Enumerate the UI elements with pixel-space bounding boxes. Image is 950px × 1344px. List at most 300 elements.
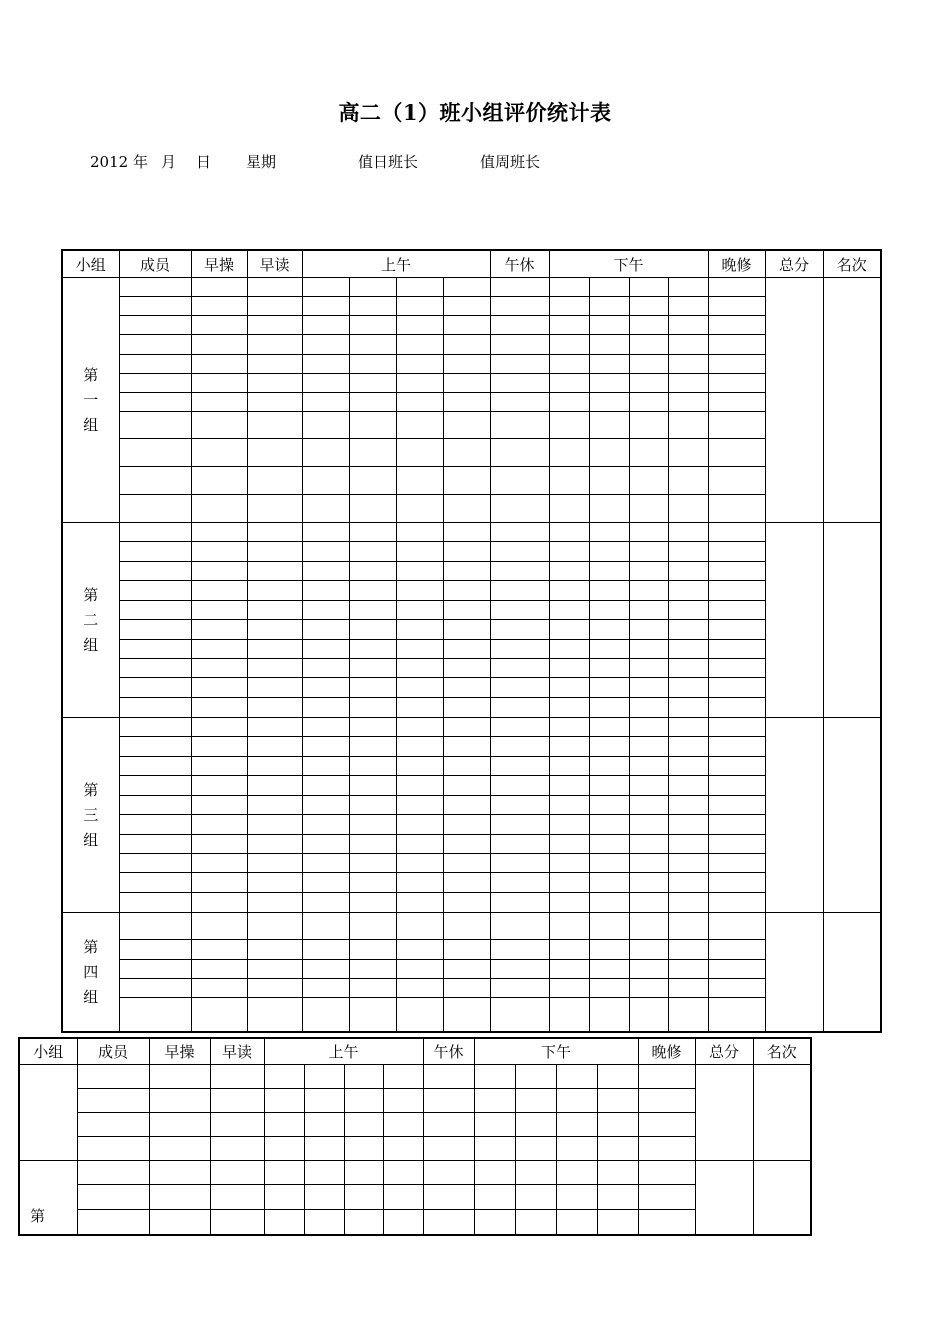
- score-cell[interactable]: [191, 495, 247, 523]
- score-cell[interactable]: [549, 640, 589, 659]
- score-cell[interactable]: [638, 1065, 695, 1089]
- score-cell[interactable]: [443, 940, 490, 960]
- score-cell[interactable]: [638, 1089, 695, 1113]
- score-cell[interactable]: [708, 335, 765, 355]
- score-cell[interactable]: [668, 523, 708, 542]
- score-cell[interactable]: [349, 355, 396, 374]
- score-cell[interactable]: [349, 335, 396, 355]
- score-cell[interactable]: [349, 374, 396, 393]
- score-cell[interactable]: [638, 1137, 695, 1161]
- score-cell[interactable]: [668, 355, 708, 374]
- score-cell[interactable]: [708, 835, 765, 854]
- score-cell[interactable]: [589, 542, 629, 562]
- score-cell[interactable]: [302, 815, 349, 835]
- score-cell[interactable]: [349, 998, 396, 1033]
- score-cell[interactable]: [443, 718, 490, 737]
- score-cell[interactable]: [708, 467, 765, 495]
- member-cell[interactable]: [119, 776, 191, 796]
- score-cell[interactable]: [302, 439, 349, 467]
- score-cell[interactable]: [668, 620, 708, 640]
- score-cell[interactable]: [383, 1161, 423, 1185]
- score-cell[interactable]: [443, 873, 490, 893]
- score-cell[interactable]: [302, 757, 349, 776]
- member-cell[interactable]: [119, 796, 191, 815]
- score-cell[interactable]: [708, 913, 765, 940]
- score-cell[interactable]: [349, 659, 396, 678]
- score-cell[interactable]: [304, 1065, 344, 1089]
- score-cell[interactable]: [490, 873, 549, 893]
- score-cell[interactable]: [191, 316, 247, 335]
- score-cell[interactable]: [396, 542, 443, 562]
- score-cell[interactable]: [349, 835, 396, 854]
- score-cell[interactable]: [589, 393, 629, 412]
- score-cell[interactable]: [264, 1210, 304, 1236]
- member-cell[interactable]: [119, 737, 191, 757]
- score-cell[interactable]: [668, 412, 708, 439]
- score-cell[interactable]: [490, 412, 549, 439]
- score-cell[interactable]: [638, 1161, 695, 1185]
- score-cell[interactable]: [668, 960, 708, 979]
- score-cell[interactable]: [349, 698, 396, 718]
- score-cell[interactable]: [349, 979, 396, 998]
- score-cell[interactable]: [549, 562, 589, 581]
- score-cell[interactable]: [396, 374, 443, 393]
- score-cell[interactable]: [191, 562, 247, 581]
- score-cell[interactable]: [708, 562, 765, 581]
- score-cell[interactable]: [396, 998, 443, 1033]
- score-cell[interactable]: [191, 718, 247, 737]
- score-cell[interactable]: [210, 1185, 264, 1210]
- score-cell[interactable]: [597, 1210, 638, 1236]
- score-cell[interactable]: [629, 601, 668, 620]
- score-cell[interactable]: [302, 893, 349, 913]
- score-cell[interactable]: [210, 1137, 264, 1161]
- score-cell[interactable]: [443, 776, 490, 796]
- score-cell[interactable]: [247, 659, 302, 678]
- score-cell[interactable]: [708, 796, 765, 815]
- score-cell[interactable]: [708, 737, 765, 757]
- score-cell[interactable]: [629, 542, 668, 562]
- member-cell[interactable]: [119, 393, 191, 412]
- score-cell[interactable]: [589, 737, 629, 757]
- member-cell[interactable]: [119, 495, 191, 523]
- score-cell[interactable]: [423, 1089, 474, 1113]
- score-cell[interactable]: [423, 1185, 474, 1210]
- score-cell[interactable]: [349, 960, 396, 979]
- score-cell[interactable]: [629, 940, 668, 960]
- score-cell[interactable]: [396, 640, 443, 659]
- score-cell[interactable]: [191, 835, 247, 854]
- score-cell[interactable]: [191, 776, 247, 796]
- score-cell[interactable]: [629, 562, 668, 581]
- score-cell[interactable]: [302, 913, 349, 940]
- score-cell[interactable]: [668, 796, 708, 815]
- member-cell[interactable]: [119, 998, 191, 1033]
- score-cell[interactable]: [247, 873, 302, 893]
- score-cell[interactable]: [443, 913, 490, 940]
- member-cell[interactable]: [119, 835, 191, 854]
- score-cell[interactable]: [191, 737, 247, 757]
- score-cell[interactable]: [247, 893, 302, 913]
- group-total-cell[interactable]: [765, 718, 823, 913]
- score-cell[interactable]: [708, 439, 765, 467]
- score-cell[interactable]: [396, 601, 443, 620]
- score-cell[interactable]: [668, 374, 708, 393]
- score-cell[interactable]: [247, 776, 302, 796]
- score-cell[interactable]: [443, 495, 490, 523]
- score-cell[interactable]: [247, 913, 302, 940]
- score-cell[interactable]: [349, 393, 396, 412]
- score-cell[interactable]: [629, 796, 668, 815]
- score-cell[interactable]: [247, 542, 302, 562]
- member-cell[interactable]: [119, 562, 191, 581]
- score-cell[interactable]: [668, 998, 708, 1033]
- score-cell[interactable]: [597, 1113, 638, 1137]
- score-cell[interactable]: [708, 601, 765, 620]
- score-cell[interactable]: [515, 1210, 556, 1236]
- score-cell[interactable]: [490, 718, 549, 737]
- member-cell[interactable]: [119, 278, 191, 297]
- score-cell[interactable]: [549, 835, 589, 854]
- score-cell[interactable]: [247, 297, 302, 316]
- score-cell[interactable]: [515, 1137, 556, 1161]
- score-cell[interactable]: [191, 467, 247, 495]
- score-cell[interactable]: [490, 562, 549, 581]
- score-cell[interactable]: [549, 542, 589, 562]
- score-cell[interactable]: [349, 913, 396, 940]
- score-cell[interactable]: [247, 757, 302, 776]
- score-cell[interactable]: [302, 542, 349, 562]
- member-cell[interactable]: [77, 1210, 149, 1236]
- score-cell[interactable]: [629, 297, 668, 316]
- score-cell[interactable]: [708, 979, 765, 998]
- score-cell[interactable]: [629, 620, 668, 640]
- score-cell[interactable]: [349, 467, 396, 495]
- score-cell[interactable]: [304, 1089, 344, 1113]
- score-cell[interactable]: [629, 374, 668, 393]
- score-cell[interactable]: [443, 467, 490, 495]
- score-cell[interactable]: [443, 335, 490, 355]
- member-cell[interactable]: [119, 355, 191, 374]
- score-cell[interactable]: [302, 620, 349, 640]
- score-cell[interactable]: [302, 355, 349, 374]
- score-cell[interactable]: [443, 893, 490, 913]
- score-cell[interactable]: [556, 1137, 597, 1161]
- score-cell[interactable]: [349, 796, 396, 815]
- score-cell[interactable]: [668, 297, 708, 316]
- score-cell[interactable]: [474, 1161, 515, 1185]
- score-cell[interactable]: [247, 335, 302, 355]
- score-cell[interactable]: [443, 278, 490, 297]
- score-cell[interactable]: [589, 835, 629, 854]
- score-cell[interactable]: [443, 796, 490, 815]
- score-cell[interactable]: [443, 835, 490, 854]
- score-cell[interactable]: [589, 960, 629, 979]
- score-cell[interactable]: [302, 523, 349, 542]
- score-cell[interactable]: [349, 412, 396, 439]
- score-cell[interactable]: [383, 1065, 423, 1089]
- score-cell[interactable]: [191, 542, 247, 562]
- score-cell[interactable]: [515, 1161, 556, 1185]
- score-cell[interactable]: [302, 873, 349, 893]
- score-cell[interactable]: [191, 913, 247, 940]
- member-cell[interactable]: [77, 1089, 149, 1113]
- score-cell[interactable]: [549, 854, 589, 873]
- score-cell[interactable]: [344, 1089, 383, 1113]
- score-cell[interactable]: [629, 467, 668, 495]
- score-cell[interactable]: [349, 542, 396, 562]
- score-cell[interactable]: [264, 1161, 304, 1185]
- score-cell[interactable]: [349, 873, 396, 893]
- score-cell[interactable]: [629, 698, 668, 718]
- score-cell[interactable]: [302, 854, 349, 873]
- score-cell[interactable]: [629, 355, 668, 374]
- score-cell[interactable]: [247, 278, 302, 297]
- score-cell[interactable]: [549, 893, 589, 913]
- member-cell[interactable]: [119, 854, 191, 873]
- score-cell[interactable]: [668, 439, 708, 467]
- score-cell[interactable]: [490, 659, 549, 678]
- score-cell[interactable]: [549, 659, 589, 678]
- score-cell[interactable]: [349, 601, 396, 620]
- score-cell[interactable]: [589, 620, 629, 640]
- score-cell[interactable]: [708, 960, 765, 979]
- score-cell[interactable]: [668, 601, 708, 620]
- score-cell[interactable]: [556, 1089, 597, 1113]
- score-cell[interactable]: [668, 316, 708, 335]
- score-cell[interactable]: [549, 718, 589, 737]
- score-cell[interactable]: [597, 1185, 638, 1210]
- score-cell[interactable]: [556, 1065, 597, 1089]
- score-cell[interactable]: [247, 718, 302, 737]
- score-cell[interactable]: [708, 640, 765, 659]
- score-cell[interactable]: [668, 815, 708, 835]
- score-cell[interactable]: [638, 1185, 695, 1210]
- score-cell[interactable]: [149, 1210, 210, 1236]
- score-cell[interactable]: [708, 698, 765, 718]
- score-cell[interactable]: [629, 412, 668, 439]
- score-cell[interactable]: [302, 998, 349, 1033]
- score-cell[interactable]: [589, 698, 629, 718]
- score-cell[interactable]: [629, 893, 668, 913]
- score-cell[interactable]: [629, 718, 668, 737]
- score-cell[interactable]: [191, 757, 247, 776]
- score-cell[interactable]: [589, 854, 629, 873]
- score-cell[interactable]: [247, 393, 302, 412]
- score-cell[interactable]: [668, 581, 708, 601]
- score-cell[interactable]: [349, 815, 396, 835]
- score-cell[interactable]: [304, 1137, 344, 1161]
- score-cell[interactable]: [247, 940, 302, 960]
- score-cell[interactable]: [191, 893, 247, 913]
- score-cell[interactable]: [490, 355, 549, 374]
- score-cell[interactable]: [396, 835, 443, 854]
- score-cell[interactable]: [443, 737, 490, 757]
- score-cell[interactable]: [191, 393, 247, 412]
- group-rank-cell[interactable]: [823, 523, 881, 718]
- member-cell[interactable]: [119, 659, 191, 678]
- score-cell[interactable]: [443, 698, 490, 718]
- score-cell[interactable]: [349, 278, 396, 297]
- score-cell[interactable]: [708, 757, 765, 776]
- member-cell[interactable]: [77, 1185, 149, 1210]
- score-cell[interactable]: [349, 678, 396, 698]
- score-cell[interactable]: [302, 960, 349, 979]
- score-cell[interactable]: [668, 562, 708, 581]
- score-cell[interactable]: [302, 467, 349, 495]
- score-cell[interactable]: [490, 913, 549, 940]
- score-cell[interactable]: [549, 393, 589, 412]
- score-cell[interactable]: [396, 581, 443, 601]
- score-cell[interactable]: [589, 998, 629, 1033]
- score-cell[interactable]: [549, 960, 589, 979]
- score-cell[interactable]: [149, 1065, 210, 1089]
- score-cell[interactable]: [302, 835, 349, 854]
- score-cell[interactable]: [396, 620, 443, 640]
- score-cell[interactable]: [443, 393, 490, 412]
- score-cell[interactable]: [708, 815, 765, 835]
- score-cell[interactable]: [423, 1161, 474, 1185]
- score-cell[interactable]: [191, 698, 247, 718]
- group-rank-cell[interactable]: [753, 1065, 811, 1161]
- score-cell[interactable]: [247, 698, 302, 718]
- score-cell[interactable]: [629, 998, 668, 1033]
- score-cell[interactable]: [304, 1113, 344, 1137]
- score-cell[interactable]: [247, 374, 302, 393]
- score-cell[interactable]: [396, 439, 443, 467]
- score-cell[interactable]: [668, 913, 708, 940]
- score-cell[interactable]: [443, 659, 490, 678]
- member-cell[interactable]: [119, 815, 191, 835]
- group-total-cell[interactable]: [695, 1161, 753, 1236]
- score-cell[interactable]: [396, 659, 443, 678]
- score-cell[interactable]: [302, 278, 349, 297]
- score-cell[interactable]: [708, 374, 765, 393]
- score-cell[interactable]: [474, 1089, 515, 1113]
- score-cell[interactable]: [490, 854, 549, 873]
- score-cell[interactable]: [629, 335, 668, 355]
- score-cell[interactable]: [264, 1185, 304, 1210]
- score-cell[interactable]: [589, 495, 629, 523]
- score-cell[interactable]: [396, 873, 443, 893]
- score-cell[interactable]: [708, 412, 765, 439]
- score-cell[interactable]: [247, 737, 302, 757]
- score-cell[interactable]: [490, 815, 549, 835]
- score-cell[interactable]: [708, 893, 765, 913]
- score-cell[interactable]: [443, 316, 490, 335]
- score-cell[interactable]: [264, 1137, 304, 1161]
- score-cell[interactable]: [349, 757, 396, 776]
- score-cell[interactable]: [443, 601, 490, 620]
- score-cell[interactable]: [396, 335, 443, 355]
- score-cell[interactable]: [629, 913, 668, 940]
- score-cell[interactable]: [474, 1137, 515, 1161]
- score-cell[interactable]: [549, 316, 589, 335]
- score-cell[interactable]: [396, 757, 443, 776]
- score-cell[interactable]: [668, 698, 708, 718]
- score-cell[interactable]: [549, 581, 589, 601]
- score-cell[interactable]: [668, 835, 708, 854]
- score-cell[interactable]: [490, 374, 549, 393]
- score-cell[interactable]: [708, 523, 765, 542]
- score-cell[interactable]: [629, 439, 668, 467]
- score-cell[interactable]: [247, 640, 302, 659]
- score-cell[interactable]: [191, 601, 247, 620]
- score-cell[interactable]: [247, 467, 302, 495]
- score-cell[interactable]: [210, 1065, 264, 1089]
- score-cell[interactable]: [549, 698, 589, 718]
- member-cell[interactable]: [119, 581, 191, 601]
- member-cell[interactable]: [119, 757, 191, 776]
- score-cell[interactable]: [589, 467, 629, 495]
- score-cell[interactable]: [443, 979, 490, 998]
- score-cell[interactable]: [349, 940, 396, 960]
- score-cell[interactable]: [344, 1161, 383, 1185]
- score-cell[interactable]: [247, 815, 302, 835]
- score-cell[interactable]: [443, 412, 490, 439]
- score-cell[interactable]: [629, 393, 668, 412]
- score-cell[interactable]: [708, 620, 765, 640]
- score-cell[interactable]: [247, 796, 302, 815]
- score-cell[interactable]: [589, 678, 629, 698]
- score-cell[interactable]: [629, 960, 668, 979]
- group-total-cell[interactable]: [765, 523, 823, 718]
- score-cell[interactable]: [443, 757, 490, 776]
- score-cell[interactable]: [302, 796, 349, 815]
- score-cell[interactable]: [191, 960, 247, 979]
- score-cell[interactable]: [589, 335, 629, 355]
- score-cell[interactable]: [549, 297, 589, 316]
- score-cell[interactable]: [490, 278, 549, 297]
- score-cell[interactable]: [589, 640, 629, 659]
- score-cell[interactable]: [247, 439, 302, 467]
- score-cell[interactable]: [490, 640, 549, 659]
- score-cell[interactable]: [629, 979, 668, 998]
- score-cell[interactable]: [490, 698, 549, 718]
- member-cell[interactable]: [119, 640, 191, 659]
- score-cell[interactable]: [396, 893, 443, 913]
- score-cell[interactable]: [589, 278, 629, 297]
- member-cell[interactable]: [119, 316, 191, 335]
- score-cell[interactable]: [474, 1210, 515, 1236]
- score-cell[interactable]: [490, 796, 549, 815]
- score-cell[interactable]: [396, 737, 443, 757]
- score-cell[interactable]: [708, 316, 765, 335]
- score-cell[interactable]: [396, 562, 443, 581]
- score-cell[interactable]: [349, 640, 396, 659]
- score-cell[interactable]: [629, 854, 668, 873]
- score-cell[interactable]: [589, 893, 629, 913]
- score-cell[interactable]: [349, 523, 396, 542]
- score-cell[interactable]: [474, 1065, 515, 1089]
- score-cell[interactable]: [549, 979, 589, 998]
- score-cell[interactable]: [443, 581, 490, 601]
- score-cell[interactable]: [629, 678, 668, 698]
- score-cell[interactable]: [304, 1161, 344, 1185]
- score-cell[interactable]: [708, 393, 765, 412]
- score-cell[interactable]: [396, 393, 443, 412]
- score-cell[interactable]: [396, 412, 443, 439]
- score-cell[interactable]: [629, 737, 668, 757]
- score-cell[interactable]: [383, 1089, 423, 1113]
- score-cell[interactable]: [210, 1113, 264, 1137]
- score-cell[interactable]: [149, 1185, 210, 1210]
- score-cell[interactable]: [708, 297, 765, 316]
- score-cell[interactable]: [708, 776, 765, 796]
- member-cell[interactable]: [77, 1161, 149, 1185]
- score-cell[interactable]: [629, 776, 668, 796]
- score-cell[interactable]: [490, 737, 549, 757]
